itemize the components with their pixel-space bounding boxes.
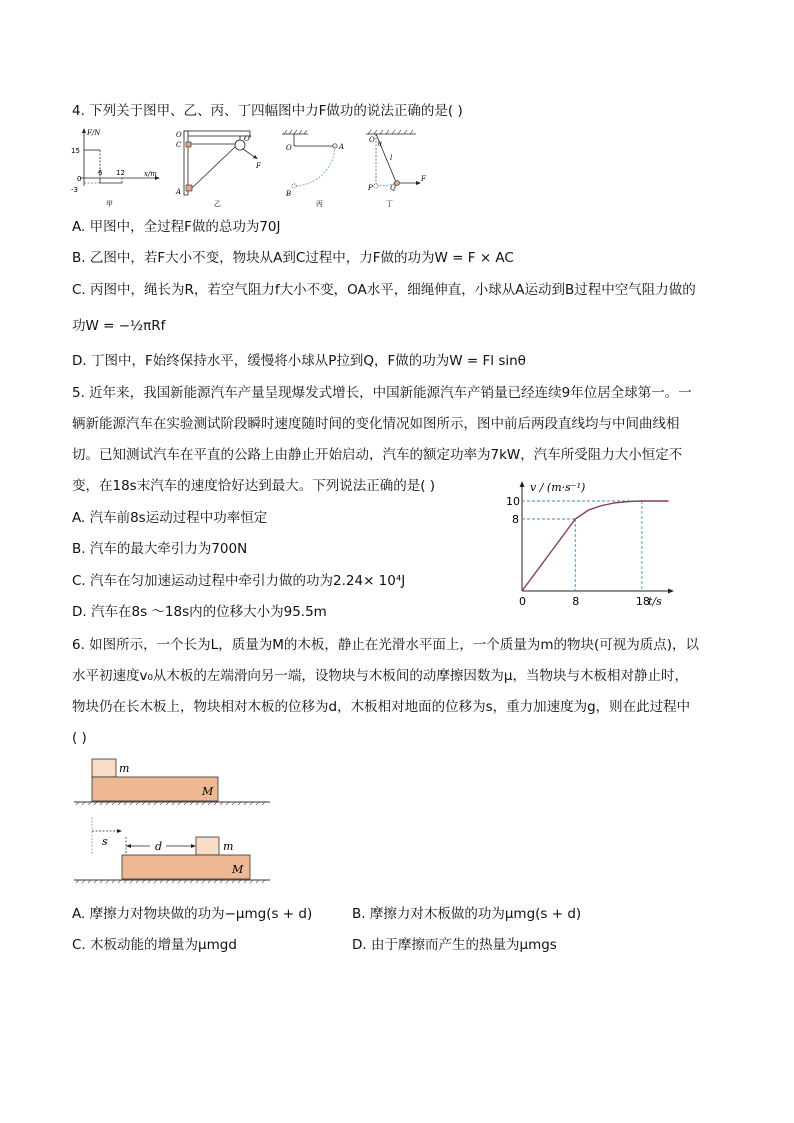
q6-stem-line1: 6. 如图所示，一个长为L，质量为M的木板，静止在光滑水平面上，一个质量为m的物块(可视为质点)，以 [72,637,700,653]
q4-option-a: A. 甲图中，全过程F做的总功为70J [72,219,281,235]
x-axis-arrow [668,589,674,594]
y-axis-label: v / (m·s⁻¹) [530,481,586,494]
x-tick-label: 18 [635,595,650,608]
q6-stem-line4: ( ) [72,730,87,746]
x-tick-label: 8 [572,595,580,608]
q5-stem-line1: 5. 近年来，我国新能源汽车产量呈现爆发式增长，中国新能源汽车产销量已经连续9年位居全球第一。一 [72,385,692,401]
y-tick-label: 8 [512,513,519,526]
block-m-bottom [196,837,219,855]
label-m-top: m [119,762,130,775]
q4-stem: 4. 下列关于图甲、乙、丙、丁四幅图中力F做功的说法正确的是( ) [72,103,463,119]
ding-l: l [390,154,393,162]
vt-curve [522,501,669,591]
q4-option-c-line1: C. 丙图中，绳长为R，若空气阻力f大小不变，OA水平，细绳伸直，小球从A运动到B过程中空气阻力做的 [72,282,696,298]
ding-O: O [369,136,375,144]
board-M-bottom [122,855,250,879]
bing-O: O [286,144,292,152]
q5-option-c: C. 汽车在匀加速运动过程中牵引力做的功为2.24× 10⁴J [72,573,406,589]
q5-option-a: A. 汽车前8s运动过程中功率恒定 [72,510,268,526]
q6-stem-line2: 水平初速度v₀从木板的左端滑向另一端，设物块与木板间的动摩擦因数为μ，当物块与木板相对静止时， [72,668,688,684]
q4-option-b: B. 乙图中，若F大小不变，物块从A到C过程中，力F做的功为W = F × AC [72,250,514,266]
ding-caption: 丁 [386,200,393,208]
q5-vt-chart [500,475,690,610]
yi-caption: 乙 [214,200,221,208]
ding-Q: Q [390,184,396,192]
yi-F: F [256,162,261,170]
yi-A: A [176,188,182,196]
block-m-top [92,759,116,777]
y-axis-arrow [520,481,525,487]
q5-option-d: D. 汽车在8s ～18s内的位移大小为95.5m [72,604,327,620]
q4-option-c-line2: 功W = −½πRf [72,318,166,334]
ding-theta: θ [378,141,382,148]
q5-stem-line3: 切。已知测试汽车在平直的公路上由静止开始启动，汽车的额定功率为7kW，汽车所受阻力大小恒定不 [72,447,683,463]
q5-option-b: B. 汽车的最大牵引力为700N [72,541,248,557]
yi-O: O [176,131,182,139]
label-s: s [102,835,108,848]
q6-option-b: B. 摩擦力对木板做的功为μmg(s + d) [352,906,582,922]
yi-Op: O' [244,135,252,143]
jia-x1: 6 [98,169,103,177]
jia-caption: 甲 [106,200,113,208]
q6-option-a: A. 摩擦力对物块做的功为−μmg(s + d) [72,906,313,922]
x-axis-label: t/s [648,595,662,608]
q4-fig-bing [278,128,350,208]
q4-fig-jia [70,126,162,208]
ding-P: P [368,184,373,192]
jia-ylabel: F/N [87,129,101,137]
y-tick-label: 10 [506,495,520,508]
jia-xlabel: x/m [144,170,157,178]
label-m-bottom: m [223,840,234,853]
label-M-top: M [202,785,214,798]
jia-origin: 0 [77,175,82,183]
jia-x2: 12 [116,169,125,177]
x-tick-label: 0 [519,595,526,608]
q4-fig-yi [172,128,268,208]
label-d: d [155,840,163,853]
q6-figure [70,755,276,890]
q6-stem-line3: 物块仍在长木板上，物块相对木板的位移为d，木板相对地面的位移为s，重力加速度为g，则在此过程中 [72,699,691,715]
q5-stem-line2: 辆新能源汽车在实验测试阶段瞬时速度随时间的变化情况如图所示，图中前后两段直线均与中间曲线相 [72,416,680,432]
ding-F: F [421,175,426,183]
bing-B: B [286,190,292,198]
q6-option-c: C. 木板动能的增量为μmgd [72,937,237,953]
q5-stem-line4: 变，在18s末汽车的速度恰好达到最大。下列说法正确的是( ) [72,478,436,494]
jia-ytop: 15 [71,147,80,155]
label-M-bottom: M [232,863,244,876]
q4-option-d: D. 丁图中，F始终保持水平，缓慢将小球从P拉到Q，F做的功为W = Fl sinθ [72,353,526,369]
q6-option-d: D. 由于摩擦而产生的热量为μmgs [352,937,557,953]
bing-A: A [339,143,345,151]
q4-fig-ding [360,126,430,208]
board-M-top [92,777,218,801]
bing-caption: 丙 [316,200,323,208]
jia-ybottom: -3 [71,186,78,194]
yi-C: C [176,141,182,149]
